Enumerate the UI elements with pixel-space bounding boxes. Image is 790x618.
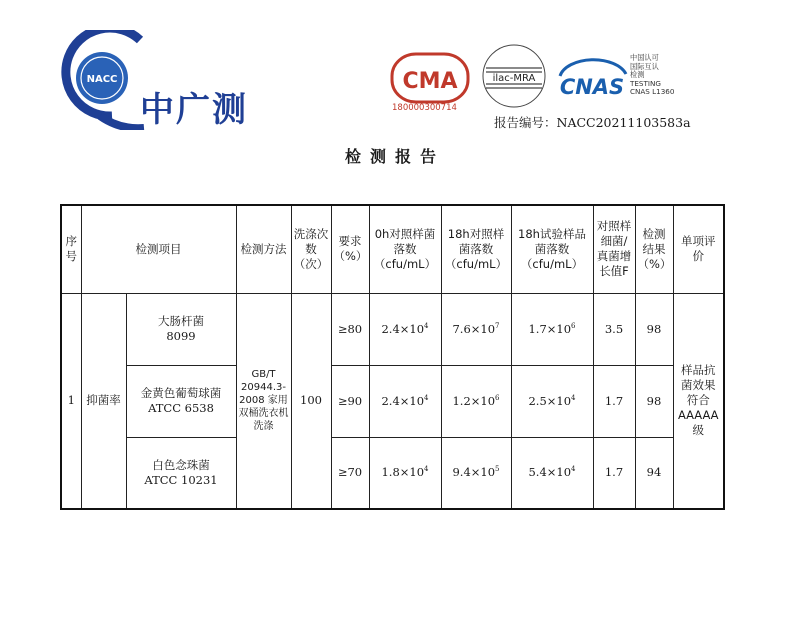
f-cell: 1.7 xyxy=(593,365,635,437)
req-cell: ≥80 xyxy=(331,293,369,365)
h18c-exp: 5 xyxy=(495,465,500,474)
header-18h-control: 18h对照样菌落数（cfu/mL） xyxy=(441,205,511,293)
cnas-mark-text: CNAS xyxy=(559,75,625,99)
cnas-side-line: TESTING xyxy=(630,78,661,88)
header-requirement: 要求（%） xyxy=(331,205,369,293)
cnas-side-line: 中国认可 xyxy=(630,53,659,62)
bacteria-strain: ATCC 10231 xyxy=(144,472,218,487)
logo-badge: NACC xyxy=(86,74,118,85)
header-18h-test: 18h试验样品菌落数（cfu/mL） xyxy=(511,205,593,293)
oh-base: 1.8×10 xyxy=(381,465,425,480)
table-row xyxy=(61,437,724,509)
result-cell: 94 xyxy=(635,437,673,509)
h18t-exp: 6 xyxy=(571,321,576,330)
row-washes: 100 xyxy=(291,293,331,509)
table-row xyxy=(61,365,724,437)
document-title: 检测报告 xyxy=(344,147,445,166)
h18t-cell xyxy=(511,437,593,509)
bacteria-cell xyxy=(126,437,236,509)
cnas-side-text xyxy=(630,54,674,97)
cnas-side-line: 国际互认 xyxy=(630,61,659,71)
table-row xyxy=(61,293,724,365)
cnas-mark xyxy=(552,58,632,108)
bacteria-name: 大肠杆菌 xyxy=(158,314,204,328)
f-cell: 3.5 xyxy=(593,293,635,365)
cma-mark-text: CMA xyxy=(402,69,458,94)
header-seq: 序号 xyxy=(61,205,81,293)
f-cell: 1.7 xyxy=(593,437,635,509)
header-result: 检测结果（%） xyxy=(635,205,673,293)
oh-exp: 4 xyxy=(424,465,429,474)
req-cell: ≥90 xyxy=(331,365,369,437)
oh-cell xyxy=(369,437,441,509)
test-results-table xyxy=(60,204,725,510)
row-evaluation: 样品抗菌效果符合AAAAA级 xyxy=(673,293,724,509)
h18t-base: 1.7×10 xyxy=(528,321,572,336)
report-number-label: 报告编号： xyxy=(494,115,557,130)
h18c-exp: 7 xyxy=(495,321,500,330)
h18t-cell xyxy=(511,293,593,365)
h18t-base: 2.5×10 xyxy=(528,393,572,408)
bacteria-cell xyxy=(126,293,236,365)
h18t-exp: 4 xyxy=(571,465,576,474)
oh-base: 2.4×10 xyxy=(381,393,425,408)
header-0h-control: 0h对照样菌落数（cfu/mL） xyxy=(369,205,441,293)
oh-exp: 4 xyxy=(424,321,429,330)
h18c-exp: 6 xyxy=(495,393,500,402)
header-washes: 洗涤次数（次） xyxy=(291,205,331,293)
oh-base: 2.4×10 xyxy=(381,321,425,336)
report-number xyxy=(494,113,691,131)
bacteria-cell xyxy=(126,365,236,437)
cnas-side-line: 检测 xyxy=(630,70,645,80)
oh-cell xyxy=(369,293,441,365)
h18c-base: 1.2×10 xyxy=(452,393,496,408)
h18c-cell xyxy=(441,437,511,509)
result-cell: 98 xyxy=(635,293,673,365)
cnas-side-line: CNAS L1360 xyxy=(630,87,675,97)
h18c-cell xyxy=(441,293,511,365)
h18c-base: 9.4×10 xyxy=(452,465,496,480)
bacteria-name: 金黄色葡萄球菌 xyxy=(140,386,222,400)
table-header-row xyxy=(61,205,724,293)
row-item: 抑菌率 xyxy=(81,293,126,509)
h18t-cell xyxy=(511,365,593,437)
header-growth-f: 对照样细菌/真菌增长值F xyxy=(593,205,635,293)
bacteria-strain: 8099 xyxy=(166,329,196,343)
header-method: 检测方法 xyxy=(236,205,291,293)
header-item: 检测项目 xyxy=(81,205,236,293)
header-evaluation: 单项评价 xyxy=(673,205,724,293)
bacteria-strain: ATCC 6538 xyxy=(148,401,214,415)
h18c-base: 7.6×10 xyxy=(452,321,496,336)
ilac-mark-text: ilac-MRA xyxy=(492,73,536,84)
req-cell: ≥70 xyxy=(331,437,369,509)
cma-number: 180000300714 xyxy=(392,103,457,113)
row-seq: 1 xyxy=(61,293,81,509)
bacteria-name: 白色念珠菌 xyxy=(152,457,210,472)
brand-name: 中广测 xyxy=(140,90,248,130)
report-number-value: NACC20211103583a xyxy=(556,115,691,130)
h18t-exp: 4 xyxy=(571,393,576,402)
h18t-base: 5.4×10 xyxy=(528,465,572,480)
oh-cell xyxy=(369,365,441,437)
result-cell: 98 xyxy=(635,365,673,437)
h18c-cell xyxy=(441,365,511,437)
oh-exp: 4 xyxy=(424,393,429,402)
row-method: GB/T 20944.3-2008 家用双桶洗衣机洗涤 xyxy=(236,293,291,509)
